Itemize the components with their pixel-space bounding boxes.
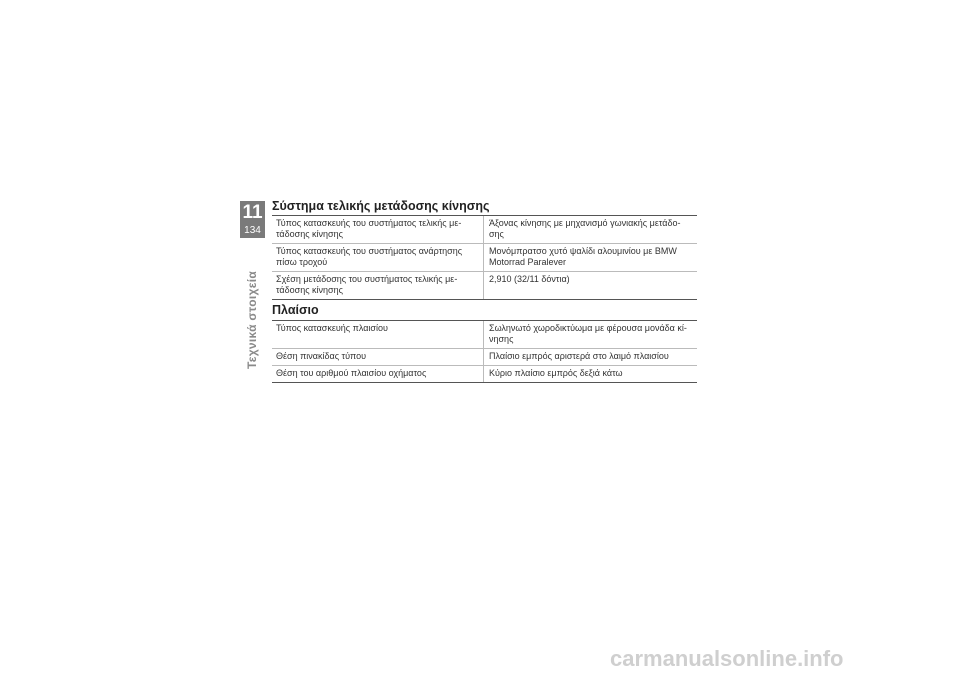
chapter-tab	[240, 201, 265, 238]
section-title-frame: Πλαίσιο	[272, 303, 319, 317]
spec-value: Άξονας κίνησης με μηχανισμό γωνιακής μετάδο-σης	[489, 218, 681, 239]
spec-label: Τύπος κατασκευής του συστήματος τελικής με-τάδοσης κίνησης	[272, 216, 484, 243]
table-row	[272, 271, 697, 299]
table-row	[272, 321, 697, 348]
spec-label: Θέση πινακίδας τύπου	[272, 349, 484, 365]
spec-value: Μονόμπρατσο χυτό ψαλίδι αλουμινίου με BMW Motorrad Paralever	[489, 246, 677, 267]
section-title-final-drive: Σύστημα τελικής μετάδοσης κίνησης	[272, 199, 490, 213]
chapter-number: 11	[242, 202, 263, 223]
spec-value: Πλαίσιο εμπρός αριστερά στο λαιμό πλαισίου	[489, 351, 669, 361]
spec-value: Σωληνωτό χωροδικτύωμα με φέρουσα μονάδα κί-νησης	[489, 323, 687, 344]
table-row	[272, 243, 697, 271]
spec-table-final-drive	[272, 215, 697, 300]
table-row	[272, 348, 697, 365]
spec-label: Θέση του αριθμού πλαισίου οχήματος	[272, 366, 484, 382]
spec-label: Τύπος κατασκευής πλαισίου	[272, 321, 484, 348]
page-number: 134	[244, 225, 261, 236]
spec-value: Κύριο πλαίσιο εμπρός δεξιά κάτω	[489, 368, 623, 378]
table-row	[272, 216, 697, 243]
watermark: carmanualsonline.info	[610, 646, 844, 671]
spec-table-frame	[272, 320, 697, 383]
spec-label: Τύπος κατασκευής του συστήματος ανάρτησης πίσω τροχού	[272, 244, 484, 271]
chapter-title-vertical: Τεχνικά στοιχεία	[245, 270, 259, 370]
spec-label: Σχέση μετάδοσης του συστήματος τελικής με-τάδοσης κίνησης	[272, 272, 484, 299]
spec-value: 2,910 (32/11 δόντια)	[489, 274, 570, 284]
table-row	[272, 365, 697, 382]
